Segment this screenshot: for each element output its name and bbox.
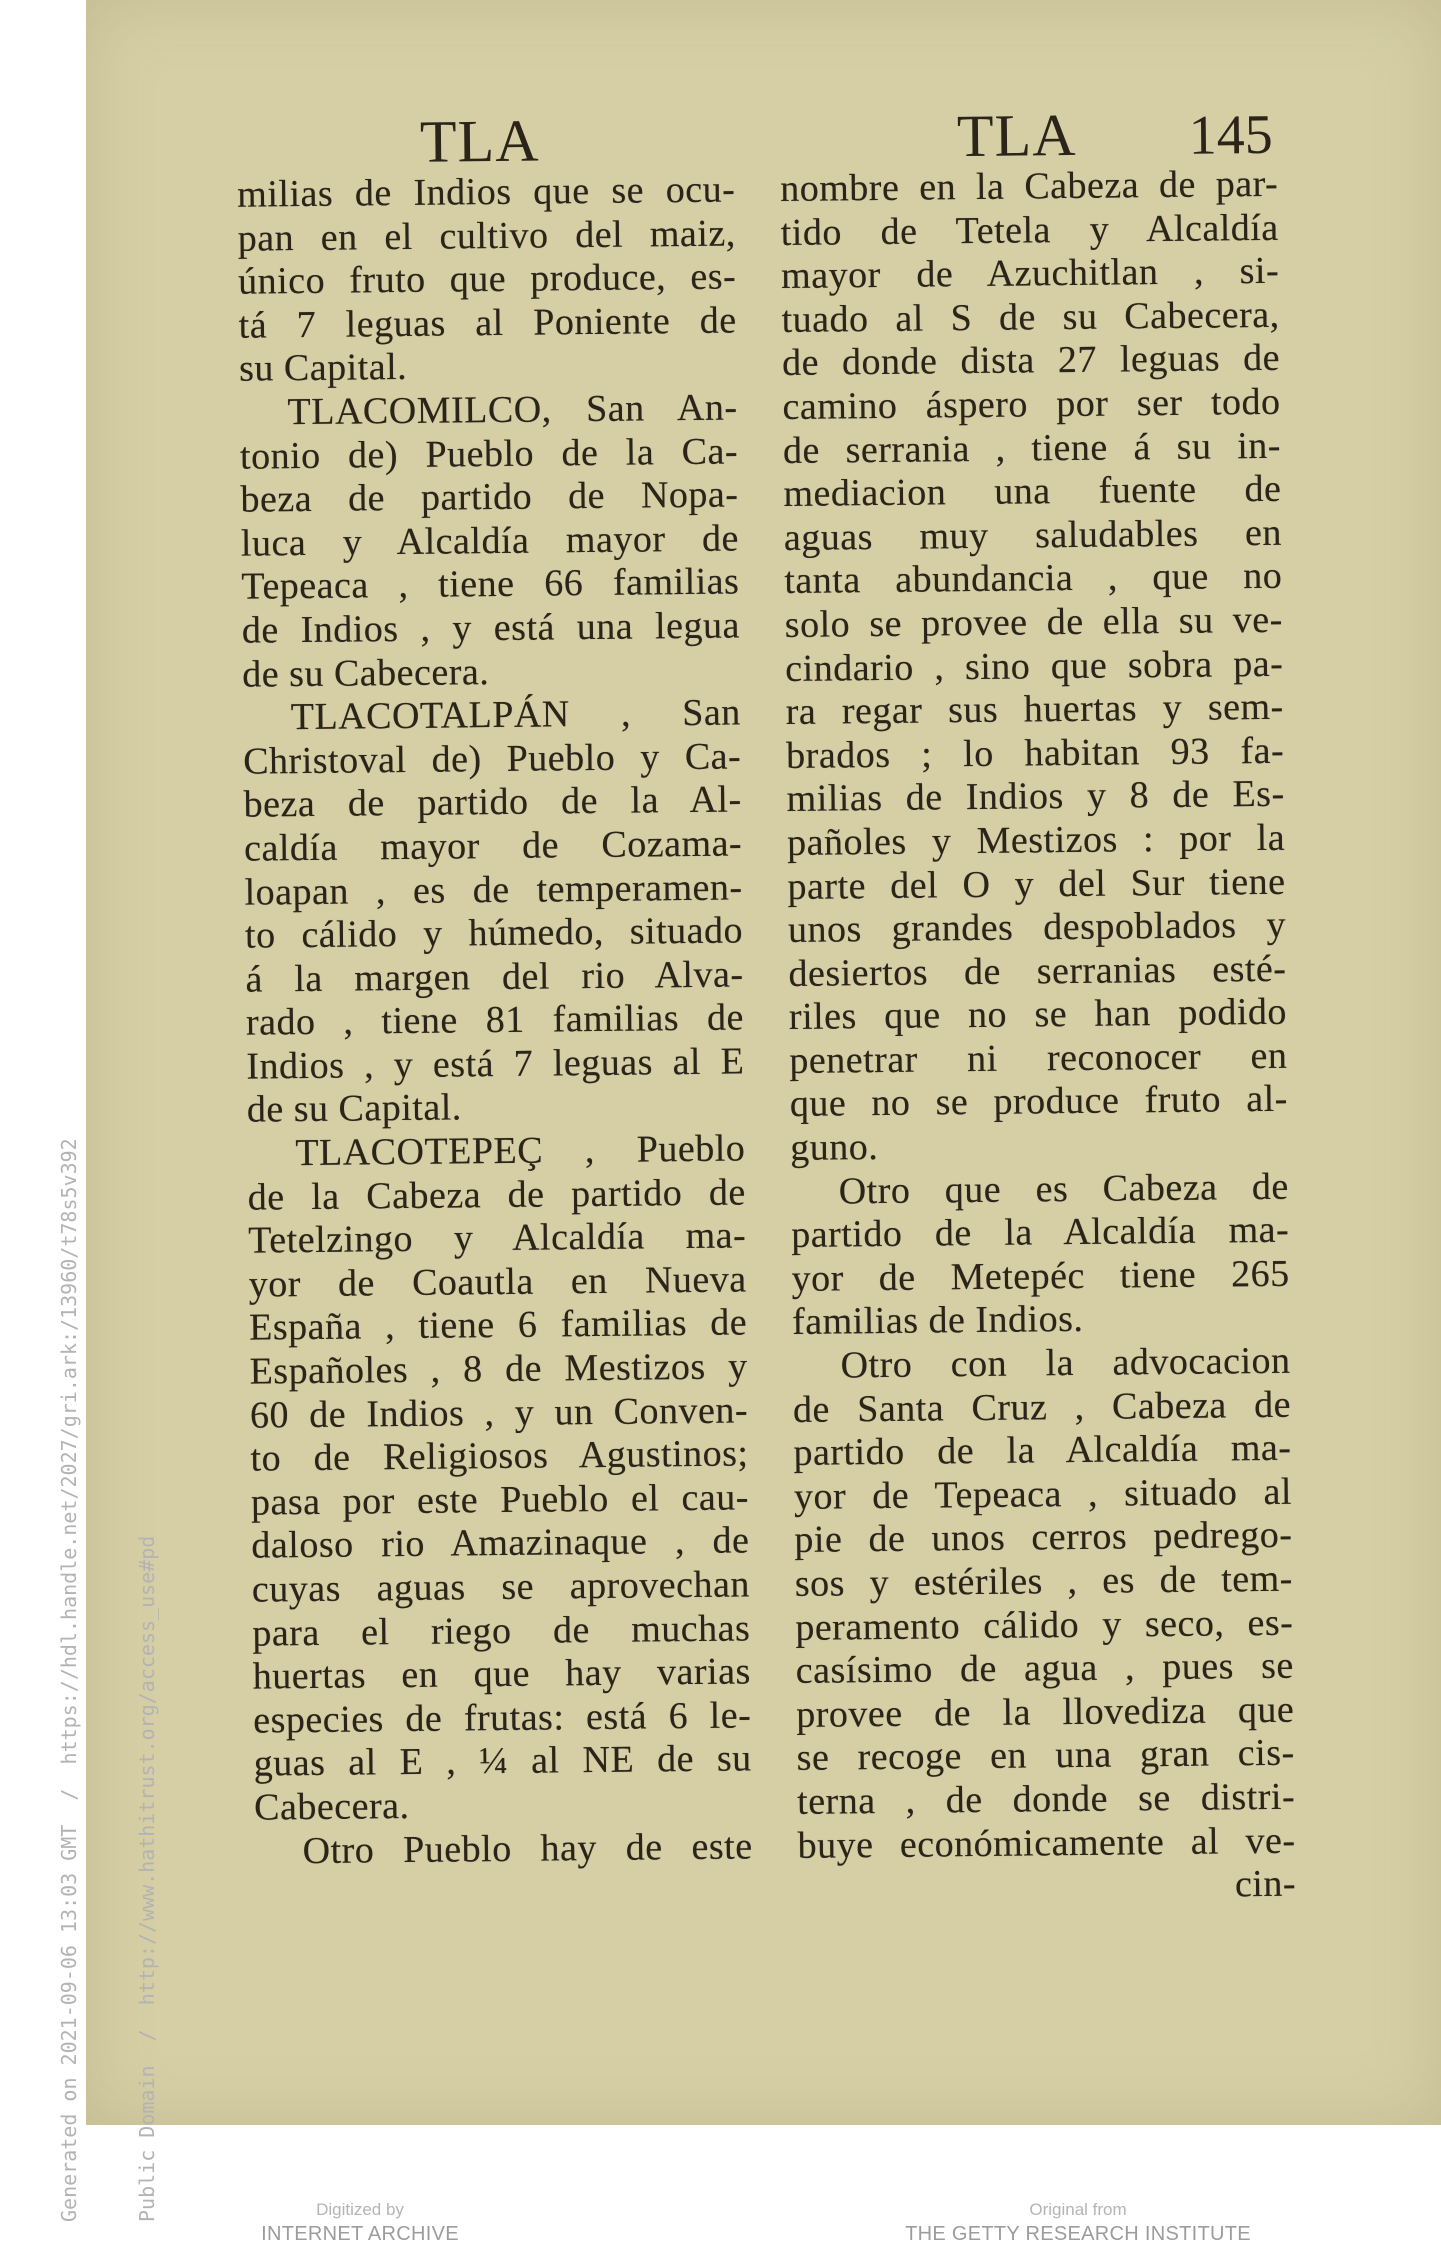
text-line: milias de Indios y 8 de Es-: [786, 773, 1285, 821]
paragraph: [237, 168, 737, 391]
text-line: to cálido y húmedo, situado: [244, 909, 744, 957]
text-line: pie de unos cerros pedrego-: [794, 1514, 1293, 1562]
text-line: desiertos de serranias esté-: [788, 947, 1287, 995]
text-line: tido de Tetela y Alcaldía: [780, 206, 1279, 254]
text-line: cuyas aguas se aprovechan: [251, 1563, 751, 1611]
text-line: Indios , y está 7 leguas al E: [246, 1040, 745, 1088]
footer-original-source: THE GETTY RESEARCH INSTITUTE: [905, 2223, 1251, 2245]
text-line: beza de partido de Nopa-: [240, 473, 739, 521]
right-text-column: [780, 163, 1296, 1868]
text-line: huertas en que hay varias: [252, 1650, 751, 1698]
access-watermark: [4, 1138, 186, 2222]
page-number: 145: [1188, 103, 1274, 167]
text-line: especies de frutas: está 6 le-: [253, 1694, 752, 1742]
text-line: cindario , sino que sobra pa-: [785, 642, 1284, 690]
text-line: parte del O y del Sur tiene: [787, 860, 1286, 908]
text-line: penetrar ni reconocer en: [789, 1034, 1288, 1082]
text-line: Otro Pueblo hay de este: [302, 1824, 753, 1872]
text-line: se recoge en una gran cis-: [796, 1732, 1295, 1780]
text-line: de su Cabecera.: [242, 650, 490, 696]
text-line: Otro con la advocacion: [840, 1339, 1291, 1387]
text-line: unos grandes despoblados y: [787, 903, 1287, 952]
text-line: TLACOTALPÁN , San: [290, 691, 741, 739]
text-line: España , tiene 6 familias de: [248, 1301, 748, 1350]
text-line: provee de la llovediza que: [796, 1688, 1295, 1736]
watermark-license-line: Public Domain / http://www.hathitrust.org/access_use#pd: [135, 1535, 159, 2222]
text-line: loapan , es de temperamen-: [244, 865, 743, 914]
text-line: único fruto que produce, es-: [237, 255, 737, 303]
text-line: beza de partido de la Al-: [243, 778, 742, 826]
text-line: daloso rio Amazinaque , de: [251, 1519, 750, 1568]
text-line: to de Religiosos Agustinos;: [250, 1432, 749, 1480]
footer-digitizer-name: INTERNET ARCHIVE: [261, 2223, 459, 2245]
text-line: peramento cálido y seco, es-: [795, 1601, 1294, 1649]
text-line: familias de Indios.: [791, 1298, 1084, 1344]
text-line: camino áspero por ser todo: [782, 380, 1281, 428]
footer-digitized-by: [110, 2199, 610, 2247]
paragraph: [239, 386, 740, 696]
text-line: partido de la Alcaldía ma-: [793, 1426, 1292, 1475]
text-line: su Capital.: [238, 346, 408, 391]
text-line: yor de Metepéc tiene 265: [791, 1252, 1290, 1300]
paragraph: [243, 692, 746, 1133]
text-line: casísimo de agua , pues se: [795, 1644, 1294, 1693]
text-line: pan en el cultivo del maiz,: [237, 212, 736, 260]
text-line: de su Capital.: [246, 1086, 462, 1132]
text-line: Tepeaca , tiene 66 familias: [241, 560, 740, 609]
text-line: solo se provee de ella su ve-: [784, 598, 1284, 646]
text-line: de Indios , y está una legua: [241, 604, 741, 652]
paragraph: [792, 1340, 1295, 1868]
text-line: yor de Tepeaca , situado al: [793, 1470, 1293, 1518]
text-line: aguas muy saludables en: [783, 511, 1283, 559]
text-line: Otro que es Cabeza de: [838, 1165, 1289, 1213]
text-line: de serrania , tiene á su in-: [782, 424, 1282, 472]
paragraph: [791, 1165, 1291, 1345]
text-line: mayor de Azuchitlan , si-: [780, 249, 1280, 298]
footer-original-from: [828, 2199, 1328, 2247]
text-line: nombre en la Cabeza de par-: [780, 162, 1279, 211]
text-line: ra regar sus huertas y sem-: [785, 685, 1284, 734]
text-line: TLACOMILCO, San An-: [287, 386, 738, 434]
text-line: pañoles y Mestizos : por la: [786, 816, 1286, 864]
text-line: de la Cabeza de partido de: [247, 1171, 746, 1219]
text-line: TLACOTEPEÇ , Pueblo: [295, 1127, 746, 1175]
paragraph: [780, 163, 1288, 1171]
text-line: Tetelzingo y Alcaldía ma-: [248, 1214, 747, 1262]
text-line: guno.: [790, 1126, 879, 1170]
text-line: sos y estériles , es de tem-: [794, 1557, 1294, 1605]
text-line: Christoval de) Pueblo y Ca-: [242, 735, 742, 783]
text-line: terna , de donde se distri-: [796, 1775, 1296, 1823]
text-line: mediacion una fuente de: [783, 467, 1282, 516]
text-line: pasa por este Pueblo el cau-: [250, 1476, 750, 1524]
text-line: yor de Coautla en Nueva: [248, 1258, 747, 1306]
text-line: caldía mayor de Cozama-: [243, 822, 743, 870]
text-line: riles que no se han podido: [788, 991, 1288, 1039]
text-line: partido de la Alcaldía ma-: [790, 1208, 1290, 1257]
text-line: 60 de Indios , y un Conven-: [249, 1389, 749, 1437]
footer-original-label: Original from: [1029, 2200, 1127, 2219]
text-line: brados ; lo habitan 93 fa-: [785, 729, 1285, 777]
text-line: que no se produce fruto al-: [789, 1078, 1289, 1126]
text-line: milias de Indios que se ocu-: [237, 168, 736, 216]
running-head-right: TLA: [956, 101, 1077, 170]
paragraph: [254, 1825, 752, 1874]
footer-digitized-label: Digitized by: [316, 2200, 404, 2219]
text-line: para el riego de muchas: [252, 1607, 751, 1655]
text-line: tonio de) Pueblo de la Ca-: [239, 430, 739, 478]
page-text-block: [75, 0, 1441, 2132]
text-line: de donde dista 27 leguas de: [781, 337, 1281, 385]
text-line: Españoles , 8 de Mestizos y: [249, 1345, 748, 1393]
text-line: de Santa Cruz , Cabeza de: [792, 1383, 1292, 1431]
catchword: cin-: [1234, 1862, 1297, 1906]
text-line: tá 7 leguas al Poniente de: [238, 299, 737, 347]
left-text-column: [237, 168, 753, 1873]
text-line: buye económicamente al ve-: [797, 1819, 1296, 1867]
text-line: tanta abundancia , que no: [784, 555, 1283, 603]
text-line: rado , tiene 81 familias de: [245, 996, 745, 1044]
text-line: luca y Alcaldía mayor de: [240, 517, 740, 565]
paragraph: [247, 1127, 752, 1830]
text-line: guas al E , ¼ al NE de su: [253, 1737, 752, 1785]
text-line: tuado al S de su Cabecera,: [781, 293, 1280, 341]
watermark-generated-line: Generated on 2021-09-06 13:03 GMT / https://hdl.handle.net/2027/gri.ark:/13960/t78s5v392: [57, 1138, 81, 2222]
text-line: á la margen del rio Alva-: [245, 953, 744, 1001]
running-head-left: TLA: [419, 107, 540, 175]
text-line: Cabecera.: [253, 1784, 410, 1829]
scanned-book-page: [86, 0, 1441, 2125]
